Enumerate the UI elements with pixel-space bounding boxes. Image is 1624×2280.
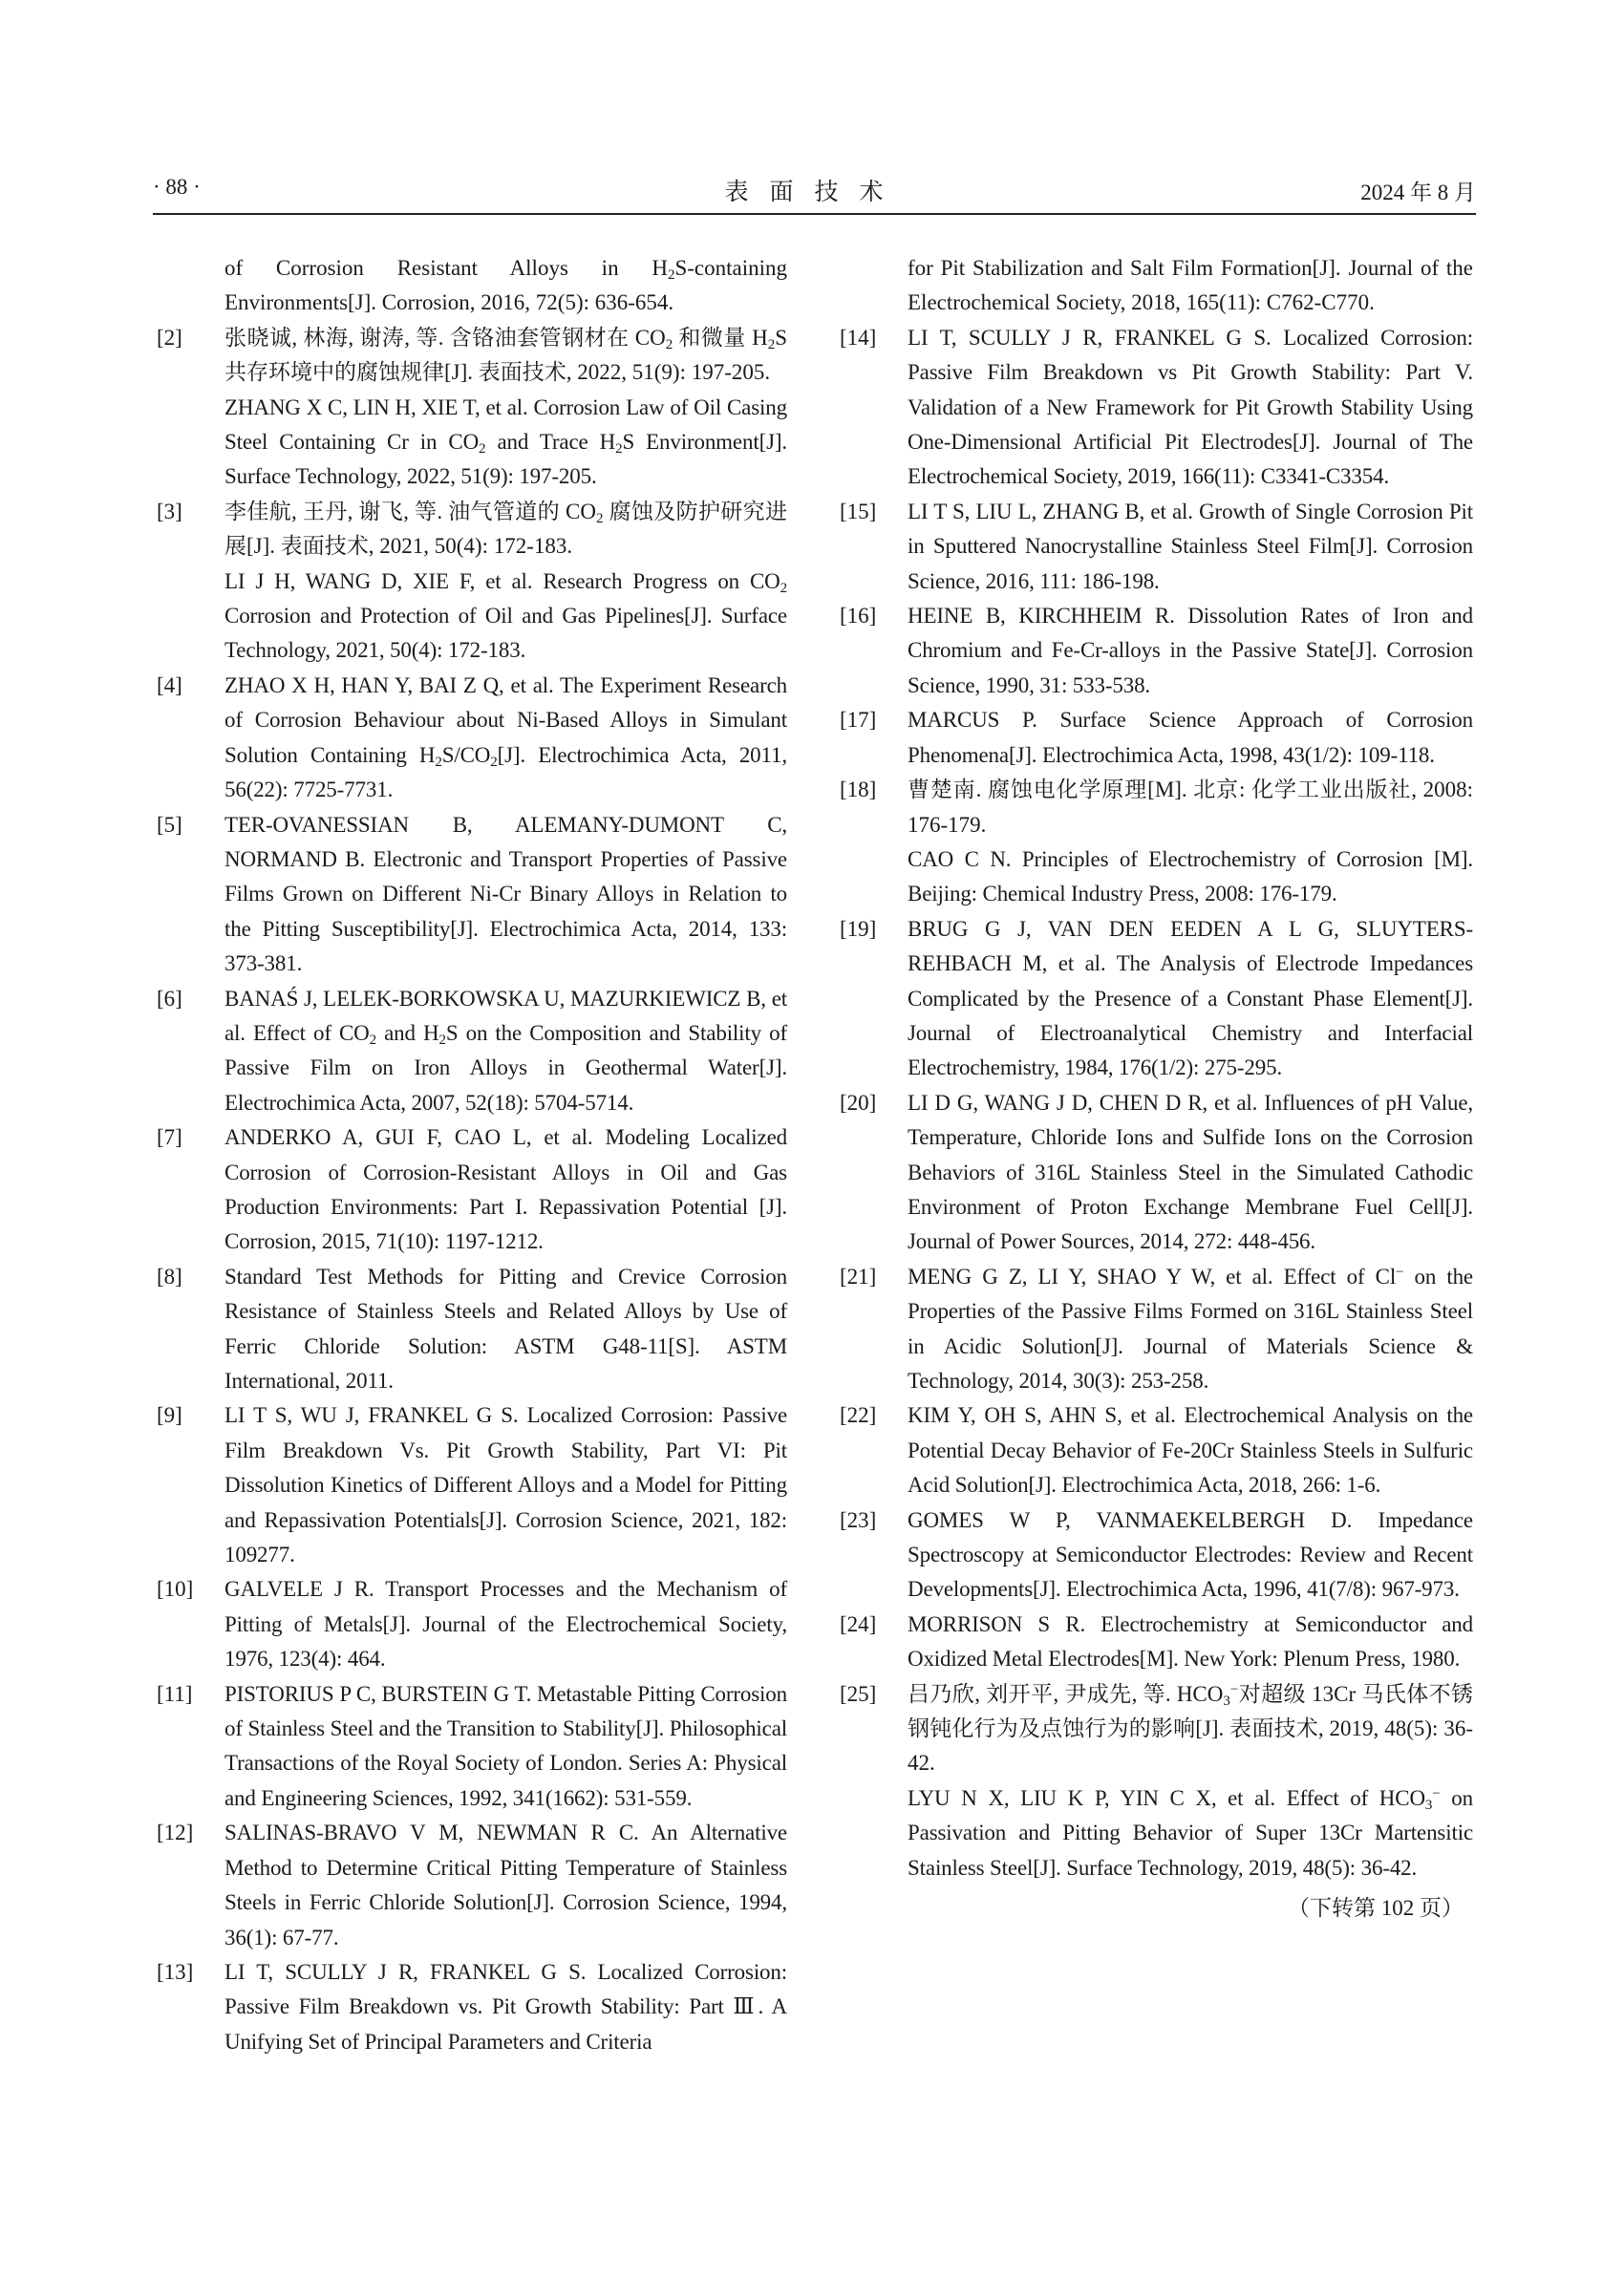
reference-text: 张晓诚, 林海, 谢涛, 等. 含铬油套管钢材在 $CO_2$ 和微量 $H_2S$ 共存环境中的腐蚀规律[J]. 表面技术, 2022, 51(9): 197-205. [224,325,787,385]
reference-item [155,669,787,808]
reference-text: 李佳航, 王丹, 谢飞, 等. 油气管道的 $CO_2$ 腐蚀及防护研究进展[J]. 表面技术, 2021, 50(4): 172-183. [224,499,788,559]
reference-text: MARCUS P. Surface Science Approach of Corrosion Phenomena[J]. Electrochimica Acta, 1998, 43(1/2): 109-118. [908,708,1473,767]
reference-number: [10] [157,1577,194,1602]
page-header [153,175,1476,215]
reference-number: [17] [840,708,877,733]
reference-text: LI J H, WANG D, XIE F, et al. Research Progress on $CO_2$ Corrosion and Protection of Oil and Gas Pipelines[J]. Surface Technology, 2021, 50(4): 172-183. [224,568,787,663]
reference-number: [23] [840,1507,877,1532]
reference-number: [3] [157,499,182,523]
reference-text: TER-OVANESSIAN B, ALEMANY-DUMONT C, NORMAND B. Electronic and Transport Properties of Passive Films Grown on Different Ni-Cr Binary Alloys in Relation to the Pitting Susceptibility[J]. Electrochimica Acta, 2014, 133: 373-381. [224,812,787,976]
reference-item [838,321,1473,495]
reference-text: LI T, SCULLY J R, FRANKEL G S. Localized Corrosion: Passive Film Breakdown vs Pit Growth Stability: Part V. Validation of a New Framework for Pit Growth Stability Using One-Dimensional Artificial Pit Electrodes[J]. Journal of The Electrochemical Society, 2019, 166(11): C3341-C3354. [908,325,1473,489]
reference-text: MENG G Z, LI Y, SHAO Y W, et al. Effect of Cl− on the Properties of the Passive Films Formed on 316L Stainless Steel in Acidic Solution[J]. Journal of Materials Science & Technology, 2014, 30(3): 253-258. [908,1264,1473,1393]
reference-item [155,1398,787,1572]
reference-number: [12] [157,1821,194,1845]
reference-item [155,1816,787,1955]
reference-number: [9] [157,1403,182,1428]
reference-item [838,599,1473,703]
reference-item [155,1120,787,1260]
reference-text: LI T S, LIU L, ZHANG B, et al. Growth of Single Corrosion Pit in Sputtered Nanocrystalline Stainless Steel Film[J]. Corrosion Science, 2016, 111: 186-198. [908,499,1473,593]
reference-number: [2] [157,325,182,350]
reference-item [838,773,1473,912]
left-column [155,251,787,2059]
reference-item [155,1260,787,1399]
reference-item [838,703,1473,773]
reference-number: [13] [157,1959,194,1984]
reference-number: [24] [840,1611,877,1636]
reference-text: HEINE B, KIRCHHEIM R. Dissolution Rates of Iron and Chromium and Fe-Cr-alloys in the Passive State[J]. Corrosion Science, 1990, 31: 533-538. [908,604,1473,697]
reference-text: LYU N X, LIU K P, YIN C X, et al. Effect of $HCO_3^-$ on Passivation and Pitting Behavior of Super 13Cr Martensitic Stainless Steel[J]. Surface Technology, 2019, 48(5): 36-42. [908,1785,1473,1880]
reference-item [838,912,1473,1086]
page-number: · 88 · [153,175,201,199]
reference-text: LI T S, WU J, FRANKEL G S. Localized Corrosion: Passive Film Breakdown Vs. Pit Growth Stability, Part VI: Pit Dissolution Kinetics of Different Alloys and a Model for Pitting and Repassivation Potentials[J]. Corrosion Science, 2021, 182: 109277. [224,1403,787,1567]
reference-item [155,495,787,669]
reference-text: SALINAS-BRAVO V M, NEWMAN R C. An Alternative Method to Determine Critical Pitting Temperature of Stainless Steels in Ferric Chloride Solution[J]. Corrosion Science, 1994, 36(1): 67-77. [224,1821,787,1950]
reference-item [155,808,787,982]
reference-number: [20] [840,1090,877,1115]
reference-number: [14] [840,325,877,350]
reference-item [838,1608,1473,1677]
reference-text: Standard Test Methods for Pitting and Crevice Corrosion Resistance of Stainless Steels and Related Alloys by Use of Ferric Chloride Solution: ASTM G48-11[S]. ASTM International, 2011. [224,1264,787,1393]
reference-continuation [838,251,1473,321]
reference-item [155,1572,787,1676]
reference-number: [16] [840,604,877,629]
reference-number: [25] [840,1681,877,1706]
reference-text: GOMES W P, VANMAEKELBERGH D. Impedance Spectroscopy at Semiconductor Electrodes: Review and Recent Developments[J]. Electrochimica Acta, 1996, 41(7/8): 967-973. [908,1507,1473,1602]
reference-text: 曹楚南. 腐蚀电化学原理[M]. 北京: 化学工业出版社, 2008: 176-179. [908,778,1473,837]
reference-text: LI T, SCULLY J R, FRANKEL G S. Localized Corrosion: Passive Film Breakdown vs. Pit Growth Stability: Part Ⅲ. A Unifying Set of Principal Parameters and Criteria [224,1959,787,2054]
reference-text: PISTORIUS P C, BURSTEIN G T. Metastable Pitting Corrosion of Stainless Steel and the Transition to Stability[J]. Philosophical Transactions of the Royal Society of London. Series A: Physical and Engineering Sciences, 1992, 341(1662): 531-559. [224,1681,787,1810]
reference-number: [21] [840,1264,877,1289]
reference-text: ZHAO X H, HAN Y, BAI Z Q, et al. The Experiment Research of Corrosion Behaviour about Ni-Based Alloys in Simulant Solution Containing $H_2S/CO_2[J]$. Electrochimica Acta, 2011, 56(22): 7725-7731. [224,672,787,802]
reference-text: BRUG G J, VAN DEN EEDEN A L G, SLUYTERS-REHBACH M, et al. The Analysis of Electrode Impedances Complicated by the Presence of a Constant Phase Element[J]. Journal of Electroanalytical Chemistry and Interfacial Electrochemistry, 1984, 176(1/2): 275-295. [908,916,1473,1080]
reference-item [155,1955,787,2059]
reference-text: CAO C N. Principles of Electrochemistry of Corrosion [M]. Beijing: Chemical Industry Press, 2008: 176-179. [908,846,1473,906]
reference-number: [6] [157,986,182,1011]
reference-text: 吕乃欣, 刘开平, 尹成先, 等. $HCO_3^-$对超级 13Cr 马氏体不锈钢钝化行为及点蚀行为的影响[J]. 表面技术, 2019, 48(5): 36-42. [908,1681,1474,1776]
reference-number: [19] [840,916,877,941]
continued-on-note: （下转第 102 页） [1288,1896,1464,1921]
journal-title: 表面技术 [724,180,905,205]
reference-text: MORRISON S R. Electrochemistry at Semiconductor and Oxidized Metal Electrodes[M]. New York: Plenum Press, 1980. [908,1611,1473,1672]
reference-item [838,1260,1473,1399]
reference-number: [11] [157,1681,193,1706]
reference-text: of Corrosion Resistant Alloys in $H_2S$-containing Environments[J]. Corrosion, 2016, 72(5): 636-654. [224,256,787,315]
reference-number: [15] [840,499,877,523]
reference-number: [8] [157,1264,182,1289]
reference-item [155,1677,787,1817]
reference-continuation [155,251,787,321]
reference-text: KIM Y, OH S, AHN S, et al. Electrochemical Analysis on the Potential Decay Behavior of Fe-20Cr Stainless Steels in Sulfuric Acid Solution[J]. Electrochimica Acta, 2018, 266: 1-6. [908,1403,1473,1498]
reference-number: [5] [157,812,182,837]
reference-text: for Pit Stabilization and Salt Film Formation[J]. Journal of the Electrochemical Society, 2018, 165(11): C762-C770. [908,256,1473,315]
reference-item [838,1086,1473,1260]
reference-item [838,495,1473,599]
reference-number: [4] [157,672,182,697]
reference-text: GALVELE J R. Transport Processes and the Mechanism of Pitting of Metals[J]. Journal of the Electrochemical Society, 1976, 123(4): 464. [224,1577,787,1672]
reference-number: [7] [157,1125,182,1150]
reference-item [155,982,787,1121]
reference-item [838,1677,1473,1886]
issue-date: 2024 年 8 月 [1360,181,1476,204]
reference-text: BANAŚ J, LELEK-BORKOWSKA U, MAZURKIEWICZ B, et al. Effect of $CO_2$ and $H_2S$ on the Composition and Stability of Passive Film on Iron Alloys in Geothermal Water[J]. Electrochimica Acta, 2007, 52(18): 5704-5714. [224,986,787,1115]
reference-number: [22] [840,1403,877,1428]
reference-item [155,321,787,495]
reference-text: LI D G, WANG J D, CHEN D R, et al. Influences of pH Value, Temperature, Chloride Ions and Sulfide Ions on the Corrosion Behaviors of 316L Stainless Steel in the Simulated Cathodic Environment of Proton Exchange Membrane Fuel Cell[J]. Journal of Power Sources, 2014, 272: 448-456. [908,1090,1473,1254]
reference-item [838,1398,1473,1502]
reference-text: ANDERKO A, GUI F, CAO L, et al. Modeling Localized Corrosion of Corrosion-Resistant Alloys in Oil and Gas Production Environments: Part I. Repassivation Potential [J]. Corrosion, 2015, 71(10): 1197-1212. [224,1125,787,1254]
right-column [838,251,1473,1927]
reference-text: ZHANG X C, LIN H, XIE T, et al. Corrosion Law of Oil Casing Steel Containing Cr in $CO_2$ and Trace $H_2S$ Environment[J]. Surface Technology, 2022, 51(9): 197-205. [224,394,787,489]
reference-item [838,1503,1473,1608]
reference-number: [18] [840,778,877,802]
